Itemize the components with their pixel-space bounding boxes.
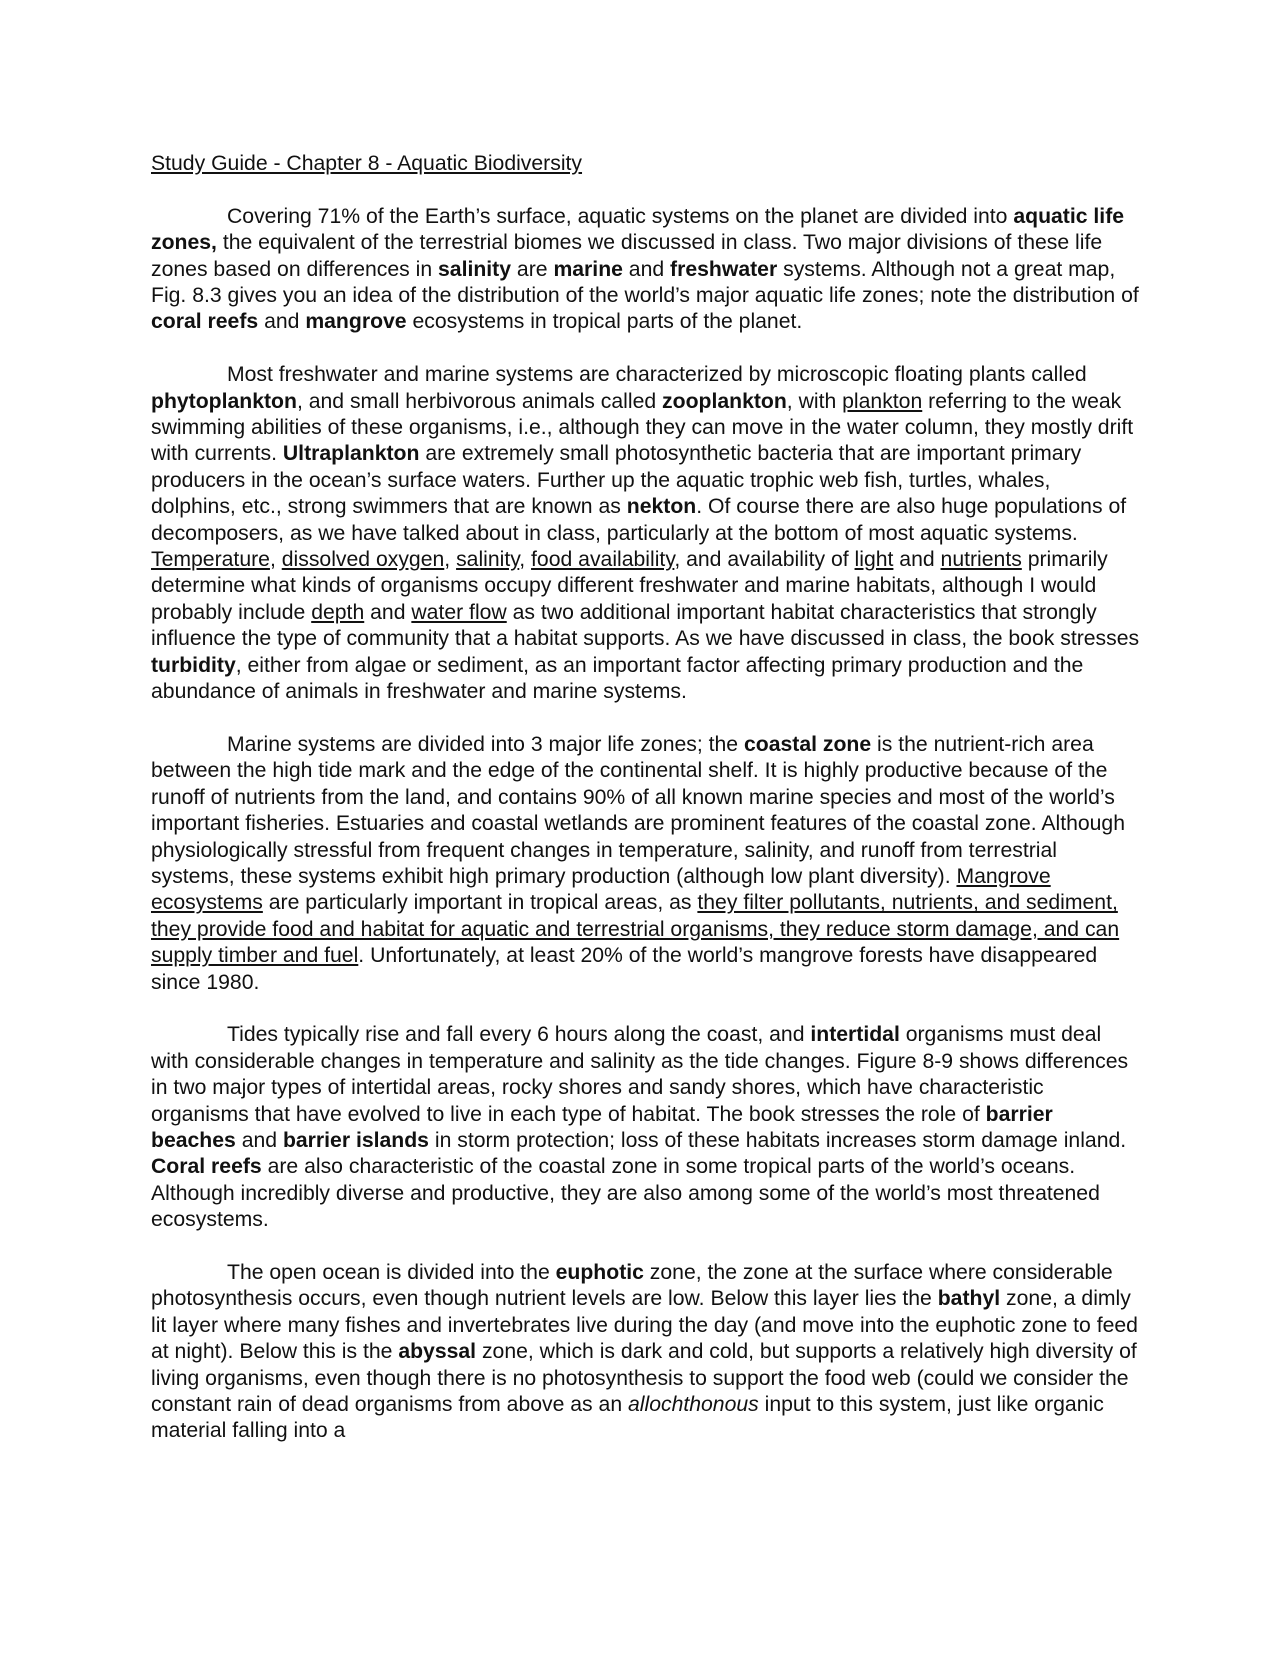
text-run: . Unfortunately, at least 20% of the world’s mangrove forests have disappeared since 1980.: [151, 944, 1098, 994]
underlined-term: water flow: [411, 600, 507, 624]
bold-term: abyssal: [398, 1340, 477, 1364]
bold-term: turbidity: [151, 653, 236, 677]
text-run: and: [258, 310, 306, 334]
text-run: Marine systems are divided into 3 major life zones; the: [227, 732, 744, 756]
paragraph-aquatic-life-zones: [151, 204, 1141, 336]
text-run: zone, the zone at the surface where considerable photosynthesis occurs, even though nutrient levels are low. Below this layer lies the: [151, 1260, 1113, 1311]
underlined-term: food availability: [531, 548, 675, 572]
text-run: are particularly important in tropical areas, as: [262, 891, 698, 915]
underlined-term: depth: [311, 600, 365, 624]
bold-term: zooplankton: [662, 389, 787, 413]
bold-term: intertidal: [810, 1023, 900, 1047]
text-run: and: [622, 257, 671, 281]
text-run: , with: [786, 389, 843, 413]
underlined-term: nutrients: [940, 548, 1022, 572]
document-body: [151, 151, 1141, 1445]
underlined-term: plankton: [842, 389, 923, 413]
text-run: in storm protection; loss of these habitats increases storm damage inland.: [428, 1128, 1127, 1152]
paragraph-coastal-zone: [151, 732, 1141, 996]
bold-term: mangrove: [305, 310, 407, 334]
italic-term: allochthonous: [628, 1393, 759, 1417]
paragraph-intertidal: [151, 1022, 1141, 1233]
text-run: ,: [269, 548, 282, 572]
bold-term: marine: [553, 257, 623, 281]
text-run: ,: [444, 548, 457, 572]
bold-term: aquatic life zones,: [151, 204, 1125, 255]
underlined-term: salinity: [456, 548, 520, 572]
underlined-term: dissolved oxygen: [281, 548, 445, 572]
bold-term: phytoplankton: [151, 389, 297, 413]
text-run: are also characteristic of the coastal zone in some tropical parts of the world’s oceans. Although incredibly diverse and productive, they are also among some of the world’s most threatened ecosystems.: [151, 1155, 1100, 1232]
text-run: The open ocean is divided into the: [227, 1260, 556, 1284]
paragraph-plankton: [151, 362, 1141, 705]
text-run: input to this system, just like organic material falling into a: [151, 1393, 1104, 1443]
bold-term: coral reefs: [151, 310, 259, 334]
bold-term: Coral reefs: [151, 1155, 262, 1179]
text-run: ,: [519, 548, 532, 572]
text-run: and: [364, 600, 412, 624]
text-run: primarily determine what kinds of organisms occupy different freshwater and marine habitats, although I would probably include: [151, 548, 1108, 624]
underlined-term: they filter pollutants, nutrients, and sediment, they provide food and habitat for aquatic and terrestrial organisms, they reduce storm damage, and can supply timber and fuel: [151, 891, 1120, 968]
bold-term: euphotic: [555, 1260, 644, 1284]
bold-term: salinity: [438, 257, 512, 281]
bold-term: Ultraplankton: [282, 442, 420, 466]
bold-term: barrier islands: [282, 1128, 429, 1152]
bold-term: bathyl: [937, 1287, 1001, 1311]
bold-term: freshwater: [670, 257, 778, 281]
bold-term: coastal zone: [743, 732, 872, 756]
text-run: ecosystems in tropical parts of the planet.: [406, 310, 803, 334]
text-run: referring to the weak swimming abilities of these organisms, i.e., although they can move in the water column, they mostly drift with currents.: [151, 389, 1134, 466]
text-run: are extremely small photosynthetic bacteria that are important primary producers in the ocean’s surface waters. Further up the aquatic trophic web fish, turtles, whales, dolphins, etc., strong swimmers that are known as: [151, 442, 1082, 519]
text-run: , and small herbivorous animals called: [296, 389, 663, 413]
text-run: , either from algae or sediment, as an important factor affecting primary production and the abundance of animals in freshwater and marine systems.: [151, 653, 1084, 704]
text-run: . Of course there are also huge populations of decomposers, as we have talked about in class, particularly at the bottom of most aquatic systems.: [151, 495, 1127, 545]
text-run: organisms must deal with considerable changes in temperature and salinity as the tide changes. Figure 8-9 shows differences in two major types of intertidal areas, rocky shores and sandy shores, which have characteristic organisms that have evolved to live in each type of habitat. The book stresses the role of: [151, 1023, 1129, 1126]
text-run: systems. Although not a great map, Fig. 8.3 gives you an idea of the distribution of the world’s major aquatic life zones; note the distribution of: [151, 257, 1139, 308]
bold-term: barrier beaches: [151, 1102, 1053, 1152]
bold-term: nekton: [626, 495, 697, 519]
text-run: Most freshwater and marine systems are characterized by microscopic floating plants called: [227, 363, 1087, 387]
paragraph-open-ocean: [151, 1260, 1141, 1445]
text-run: are: [511, 257, 554, 281]
text-run: Covering 71% of the Earth’s surface, aquatic systems on the planet are divided into: [227, 204, 1014, 228]
underlined-term: Mangrove ecosystems: [151, 864, 1051, 915]
text-run: and: [893, 548, 941, 572]
text-run: and: [235, 1128, 283, 1152]
document-title: Study Guide - Chapter 8 - Aquatic Biodiversity: [151, 152, 583, 175]
text-run: the equivalent of the terrestrial biomes we discussed in class. Two major divisions of these life zones based on differences in: [151, 231, 1103, 281]
underlined-term: light: [854, 548, 894, 572]
underlined-term: Temperature: [151, 548, 270, 572]
text-run: is the nutrient-rich area between the high tide mark and the edge of the continental shelf. It is highly productive because of the runoff of nutrients from the land, and contains 90% of all known marine species and most of the world’s important fisheries. Estuaries and coastal wetlands are prominent features of the coastal zone. Although physiologically stressful from frequent changes in temperature, salinity, and runoff from terrestrial systems, these systems exhibit high primary production (although low plant diversity).: [151, 732, 1126, 888]
text-run: as two additional important habitat characteristics that strongly influence the type of community that a habitat supports. As we have discussed in class, the book stresses: [151, 600, 1140, 651]
text-run: zone, which is dark and cold, but supports a relatively high diversity of living organisms, even though there is no photosynthesis to support the food web (could we consider the constant rain of dead organisms from above as an: [151, 1340, 1137, 1417]
text-run: zone, a dimly lit layer where many fishes and invertebrates live during the day (and move into the euphotic zone to feed at night). Below this is the: [151, 1287, 1138, 1364]
text-run: Tides typically rise and fall every 6 hours along the coast, and: [227, 1023, 811, 1047]
text-run: , and availability of: [674, 548, 855, 572]
